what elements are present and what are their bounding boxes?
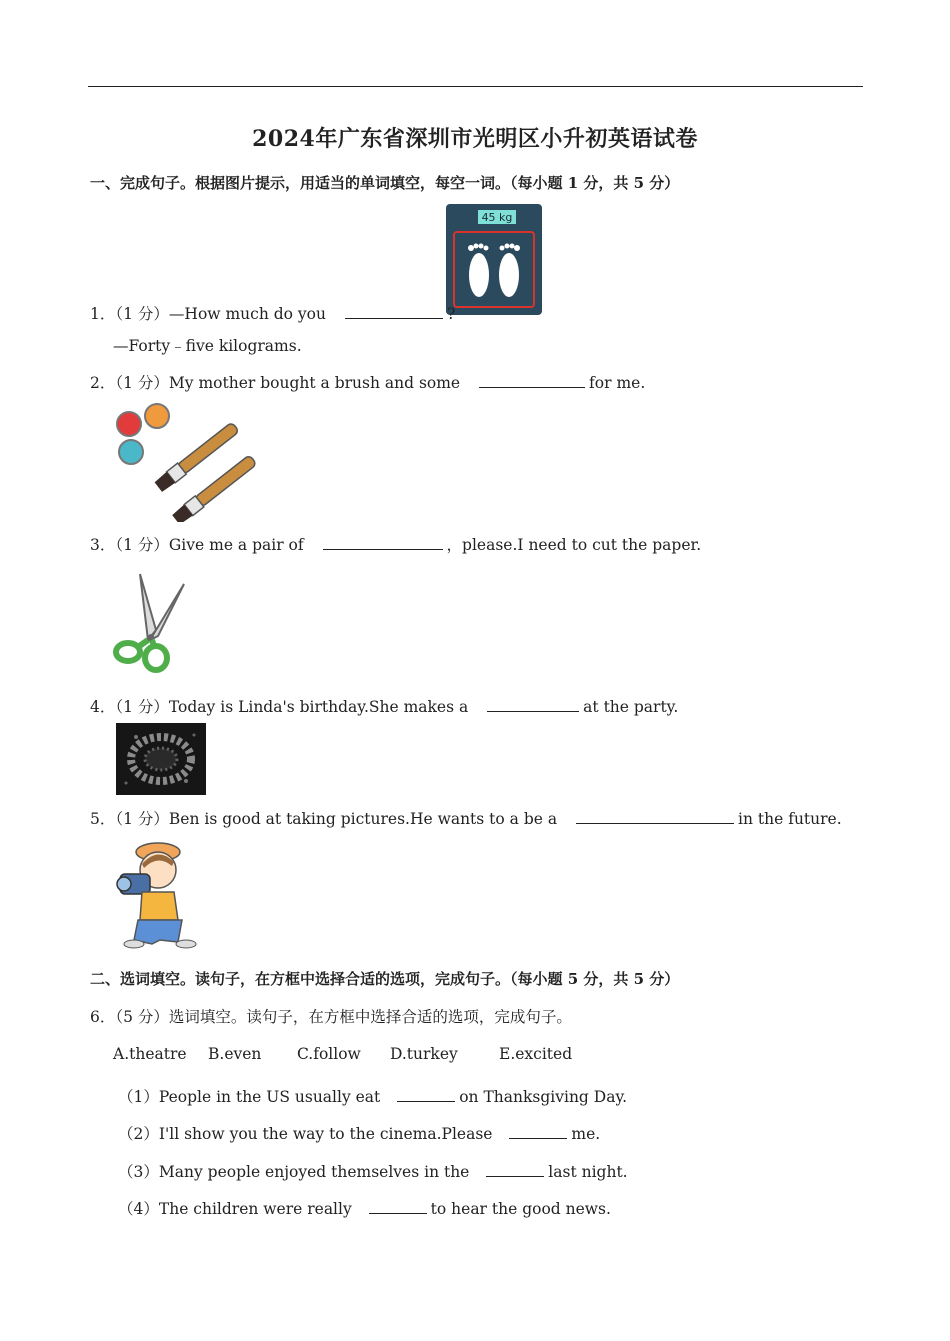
photographer-image xyxy=(112,840,198,952)
scale-image xyxy=(445,203,543,316)
q2-answer-blank[interactable] xyxy=(479,373,585,388)
option-d: D.turkey xyxy=(390,1045,458,1063)
option-b: B.even xyxy=(208,1045,262,1063)
question-1: 1．（1 分）—How much do you ? xyxy=(90,305,456,323)
q4-answer-blank[interactable] xyxy=(487,697,579,712)
option-e: E.excited xyxy=(499,1045,573,1063)
option-a: A.theatre xyxy=(113,1045,187,1063)
q3-answer-blank[interactable] xyxy=(323,535,443,550)
question-2: 2．（1 分）My mother bought a brush and some for me. xyxy=(90,374,646,392)
q1-answer-blank[interactable] xyxy=(345,304,443,319)
sub-question-1: （1）People in the US usually eat on Thanksgiving Day. xyxy=(118,1088,628,1106)
sub3-answer-blank[interactable] xyxy=(486,1162,544,1177)
section-1-heading: 一、完成句子。根据图片提示，用适当的单词填空，每空一词。（每小题 1 分，共 5 分） xyxy=(90,174,680,192)
sub-question-2: （2）I'll show you the way to the cinema.Please me. xyxy=(118,1125,601,1143)
sub-question-4: （4）The children were really to hear the good news. xyxy=(118,1200,611,1218)
paint-brushes-image xyxy=(113,402,258,522)
sub-question-3: （3）Many people enjoyed themselves in the last night. xyxy=(118,1163,628,1181)
question-1-response: —Forty﹣five kilograms. xyxy=(113,337,302,355)
cake-image xyxy=(116,723,206,795)
option-c: C.follow xyxy=(297,1045,361,1063)
sub1-answer-blank[interactable] xyxy=(397,1087,455,1102)
scale-weight-label: 45 kg xyxy=(481,211,513,224)
question-6: 6．（5 分）选词填空。读句子，在方框中选择合适的选项，完成句子。 xyxy=(90,1008,572,1026)
q5-answer-blank[interactable] xyxy=(576,809,734,824)
header-rule xyxy=(88,86,863,87)
page-title: 2024年广东省深圳市光明区小升初英语试卷 xyxy=(252,126,698,152)
sub2-answer-blank[interactable] xyxy=(509,1124,567,1139)
sub4-answer-blank[interactable] xyxy=(369,1199,427,1214)
question-4: 4．（1 分）Today is Linda's birthday.She makes a at the party. xyxy=(90,698,679,716)
question-5: 5．（1 分）Ben is good at taking pictures.He wants to a be a in the future. xyxy=(90,810,842,828)
section-2-heading: 二、选词填空。读句子，在方框中选择合适的选项，完成句子。（每小题 5 分，共 5 分） xyxy=(90,970,680,988)
question-3: 3．（1 分）Give me a pair of ，please.I need to cut the paper. xyxy=(90,536,702,554)
word-options xyxy=(113,1045,572,1063)
scissors-image xyxy=(110,570,190,676)
